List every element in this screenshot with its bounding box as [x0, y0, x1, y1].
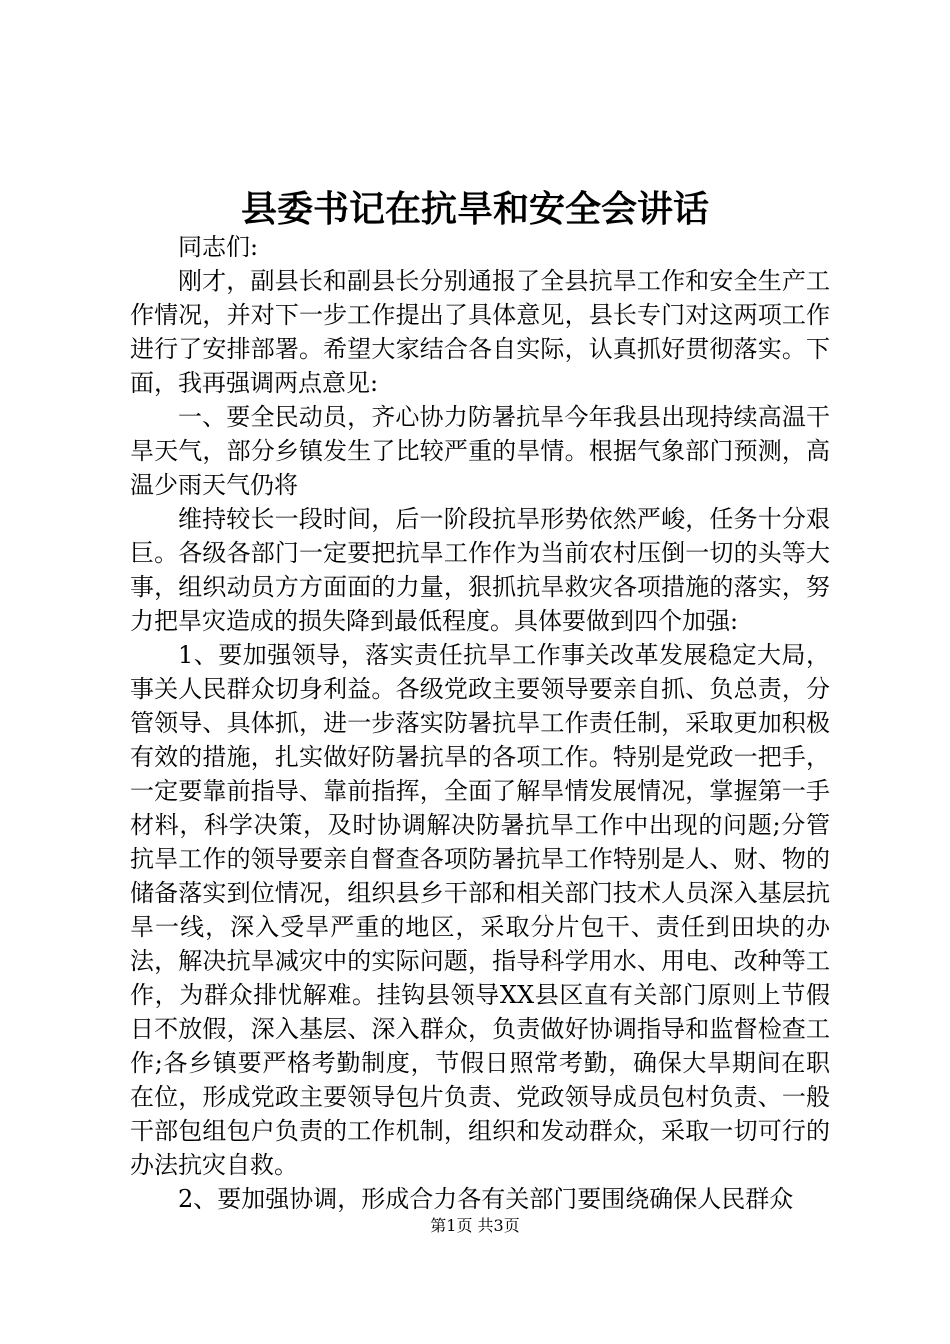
paragraph-drought-situation: 维持较长一段时间，后一阶段抗旱形势依然严峻，任务十分艰巨。各级各部门一定要把抗旱工作作为当前农村压倒一切的头等大事，组织动员方方面面的力量，狠抓抗旱救灾各项措施的落实，努力把旱灾造成的损失降到最低程度。具体要做到四个加强: [130, 505, 830, 635]
paragraph-greeting: 同志们: [178, 233, 259, 261]
paragraph-section-one: 一、要全民动员，齐心协力防暑抗旱今年我县出现持续高温干旱天气，部分乡镇发生了比较严重的旱情。根据气象部门预测，高温少雨天气仍将 [130, 403, 830, 499]
page-number: 第1页 共3页 [430, 1216, 520, 1235]
paragraph-intro: 刚才，副县长和副县长分别通报了全县抗旱工作和安全生产工作情况，并对下一步工作提出了具体意见，县长专门对这两项工作进行了安排部署。希望大家结合各自实际，认真抓好贯彻落实。下面，我再强调两点意见: [130, 267, 830, 397]
document-body [130, 230, 830, 1216]
paragraph-item-one: 1、要加强领导，落实责任抗旱工作事关改革发展稳定大局，事关人民群众切身利益。各级党政主要领导要亲自抓、负总责，分管领导、具体抓，进一步落实防暑抗旱工作责任制，采取更加积极有效的措施，扎实做好防暑抗旱的各项工作。特别是党政一把手，一定要靠前指导、靠前指挥，全面了解旱情发展情况，掌握第一手材料，科学决策，及时协调解决防暑抗旱工作中出现的问题;分管抗旱工作的领导要亲自督查各项防暑抗旱工作特别是人、财、物的储备落实到位情况，组织县乡干部和相关部门技术人员深入基层抗旱一线，深入受旱严重的地区，采取分片包干、责任到田块的办法，解决抗旱减灾中的实际问题，指导科学用水、用电、改种等工作，为群众排忧解难。挂钩县领导XX县区直有关部门原则上节假日不放假，深入基层、深入群众，负责做好协调指导和监督检查工作;各乡镇要严格考勤制度，节假日照常考勤，确保大旱期间在职在位，形成党政主要领导包片负责、党政领导成员包村负责、一般干部包组包户负责的工作机制，组织和发动群众，采取一切可行的办法抗灾自救。 [130, 641, 830, 1179]
paragraph-item-two: 2、要加强协调，形成合力各有关部门要围绕确保人民群众 [178, 1185, 794, 1213]
document-title: 县委书记在抗旱和安全会讲话 [240, 188, 709, 230]
